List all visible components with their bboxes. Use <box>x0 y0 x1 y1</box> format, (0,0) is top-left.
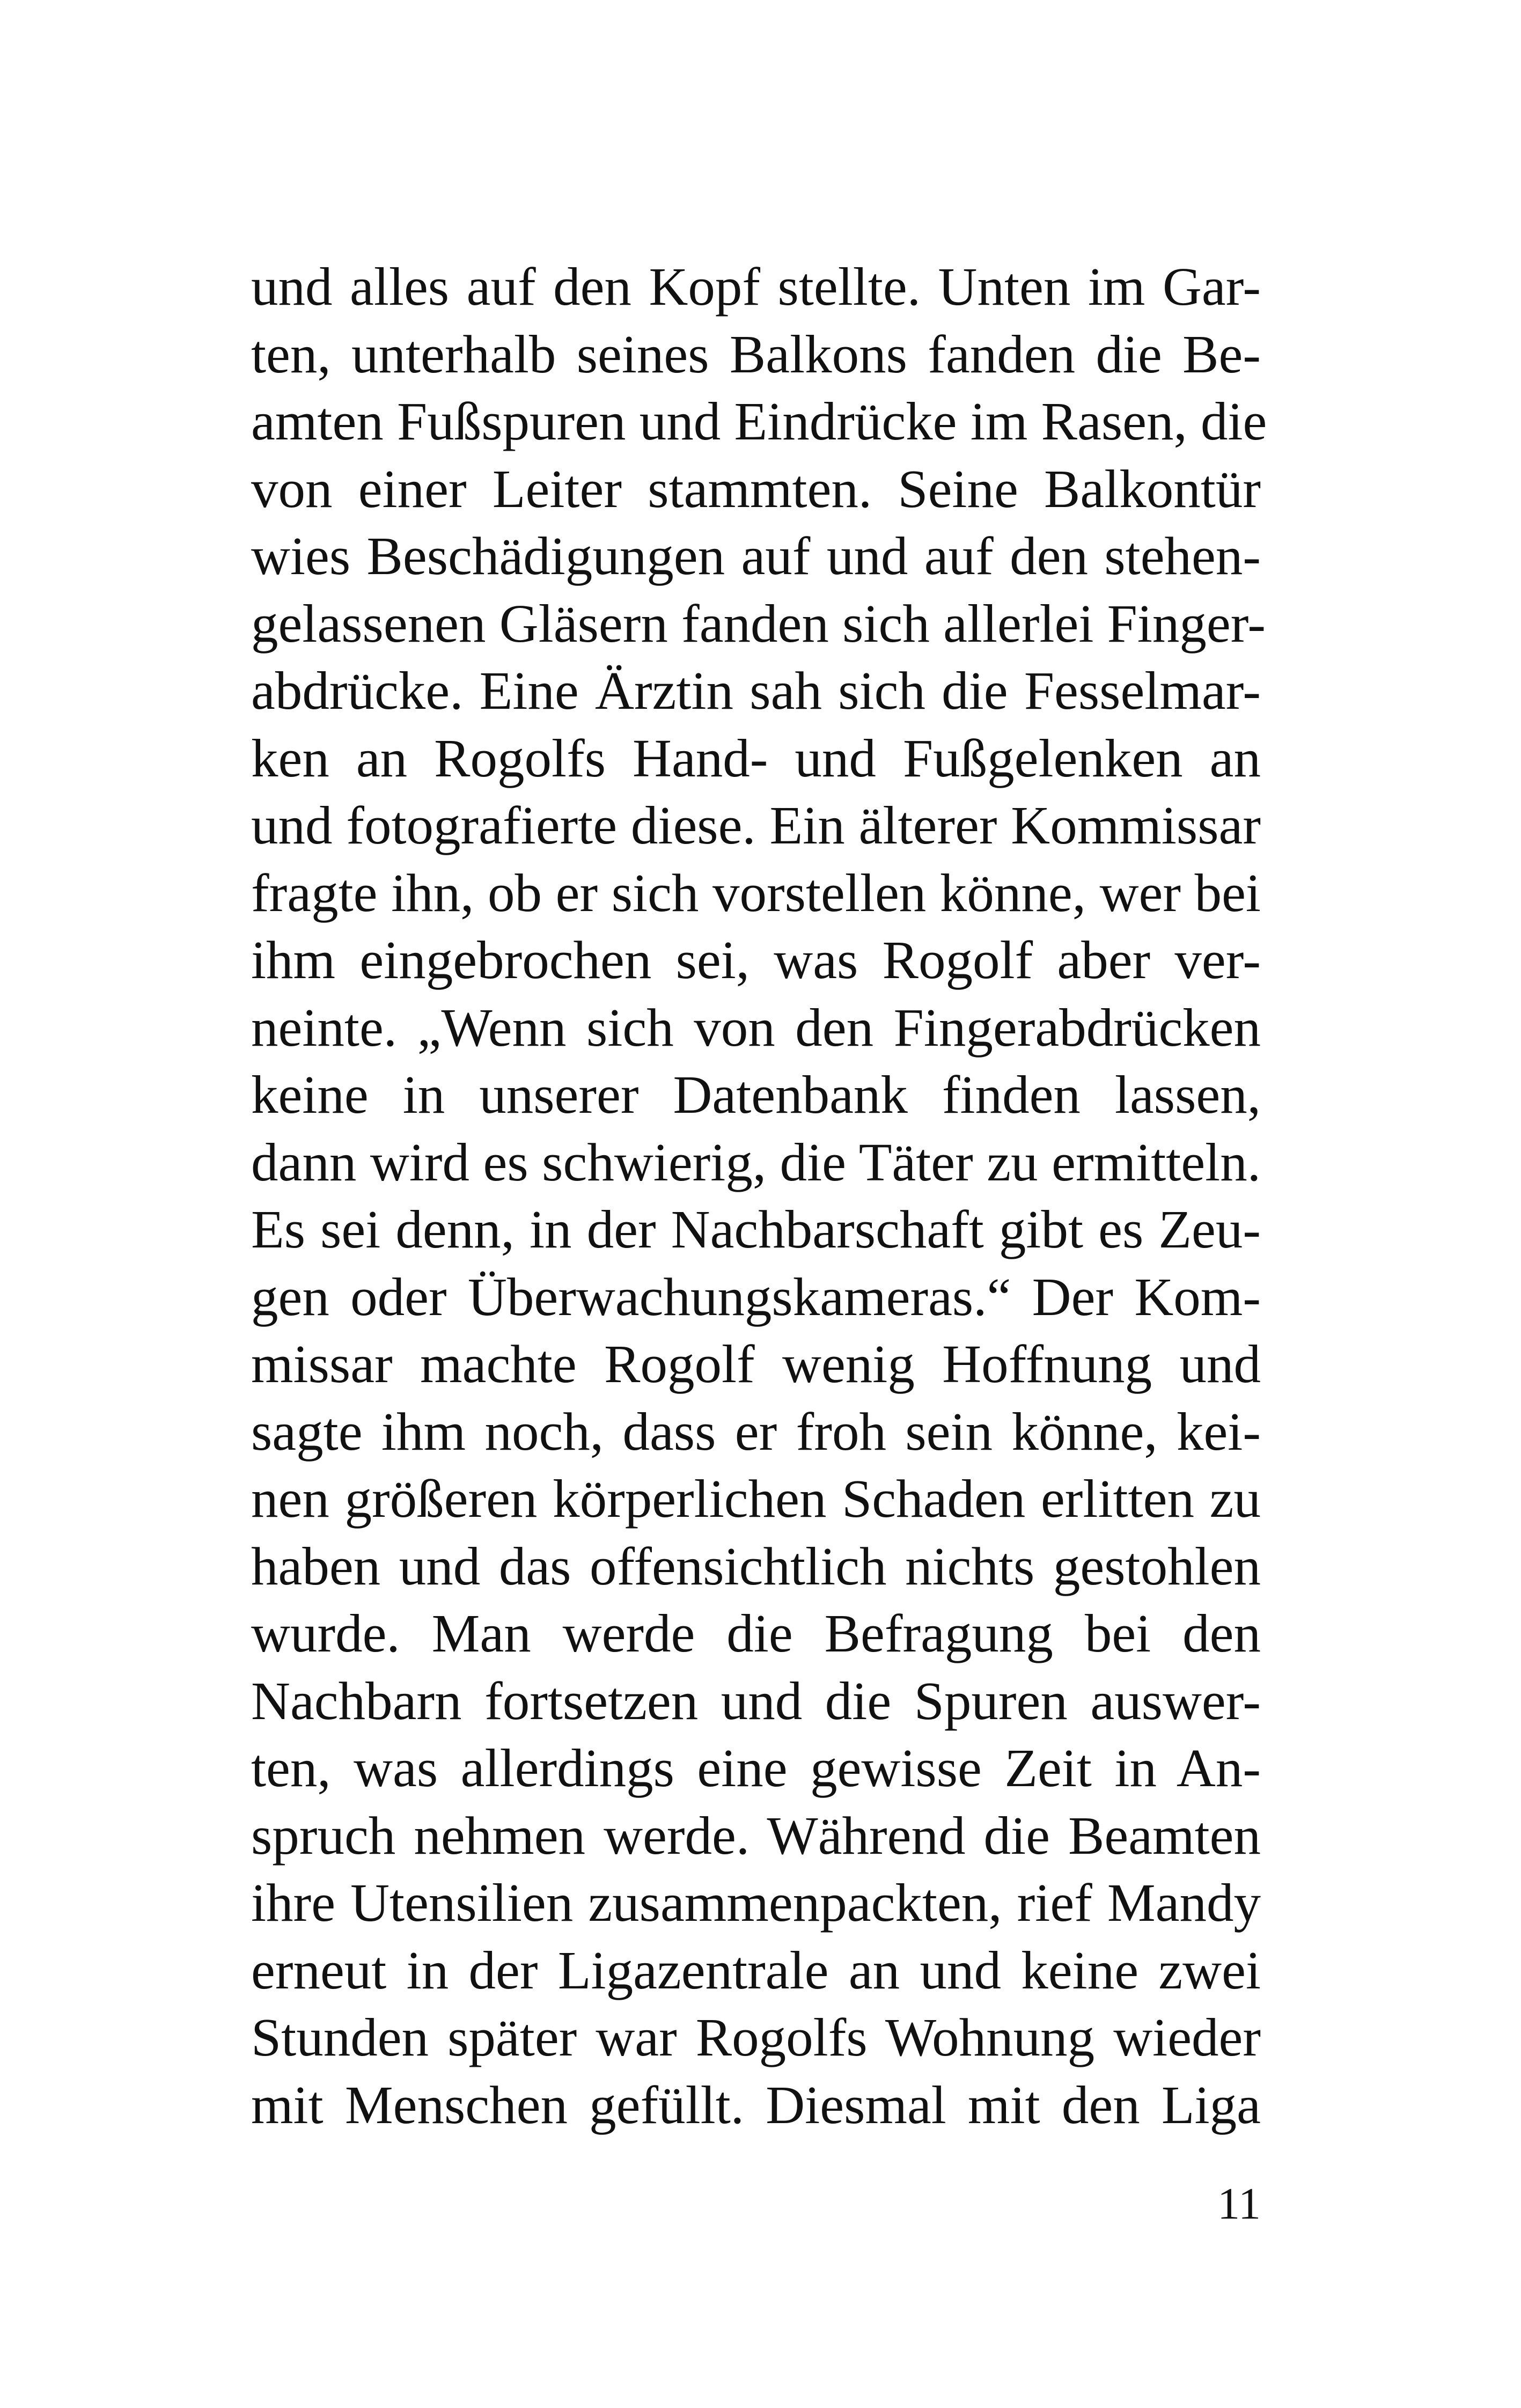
text-line-6: gelassenen Gläsern fanden sich allerlei Finger- <box>251 593 1266 654</box>
text-line-22: Nachbarn fortsetzen und die Spuren auswer- <box>251 1670 1261 1731</box>
text-line-13: keine in unserer Datenbank finden lassen, <box>251 1064 1261 1125</box>
text-line-18: sagte ihm noch, dass er froh sein könne, kei- <box>251 1401 1261 1462</box>
text-line-5: wies Beschädigungen auf und auf den stehen- <box>251 526 1261 586</box>
text-line-16: gen oder Überwachungskameras.“ Der Kom- <box>251 1266 1261 1327</box>
body-text <box>251 253 1267 2139</box>
text-line-7: abdrücke. Eine Ärztin sah sich die Fesselmar- <box>251 660 1261 721</box>
text-line-23: ten, was allerdings eine gewisse Zeit in An- <box>251 1738 1261 1798</box>
text-line-14: dann wird es schwierig, die Täter zu ermitteln. <box>251 1132 1261 1192</box>
text-line-10: fragte ihn, ob er sich vorstellen könne, wer bei <box>251 862 1261 923</box>
text-line-27: Stunden später war Rogolfs Wohnung wieder <box>251 2007 1261 2067</box>
text-line-15: Es sei denn, in der Nachbarschaft gibt es Zeu- <box>251 1199 1261 1259</box>
text-line-19: nen größeren körperlichen Schaden erlitten zu <box>251 1469 1261 1529</box>
text-line-21: wurde. Man werde die Befragung bei den <box>251 1603 1261 1663</box>
text-line-4: von einer Leiter stammten. Seine Balkontür <box>251 458 1261 519</box>
text-line-20: haben und das offensichtlich nichts gestohlen <box>251 1536 1261 1596</box>
page-number: 11 <box>1217 2179 1261 2229</box>
text-line-25: ihre Utensilien zusammenpackten, rief Mandy <box>251 1873 1261 1933</box>
text-line-11: ihm eingebrochen sei, was Rogolf aber ver- <box>251 930 1261 990</box>
text-line-2: ten, unterhalb seines Balkons fanden die Be- <box>251 324 1261 384</box>
text-line-8: ken an Rogolfs Hand- und Fußgelenken an <box>251 728 1261 788</box>
text-line-24: spruch nehmen werde. Während die Beamten <box>251 1805 1261 1866</box>
text-line-26: erneut in der Ligazentrale an und keine zwei <box>251 1940 1261 2000</box>
text-line-17: missar machte Rogolf wenig Hoffnung und <box>251 1334 1261 1394</box>
text-line-28: mit Menschen gefüllt. Diesmal mit den Liga <box>251 2074 1261 2135</box>
text-line-3: amten Fußspuren und Eindrücke im Rasen, die <box>251 391 1267 451</box>
text-line-12: neinte. „Wenn sich von den Fingerabdrücken <box>251 997 1261 1058</box>
text-line-1: und alles auf den Kopf stellte. Unten im Gar- <box>251 256 1261 317</box>
text-line-9: und fotografierte diese. Ein älterer Kommissar <box>251 795 1261 855</box>
